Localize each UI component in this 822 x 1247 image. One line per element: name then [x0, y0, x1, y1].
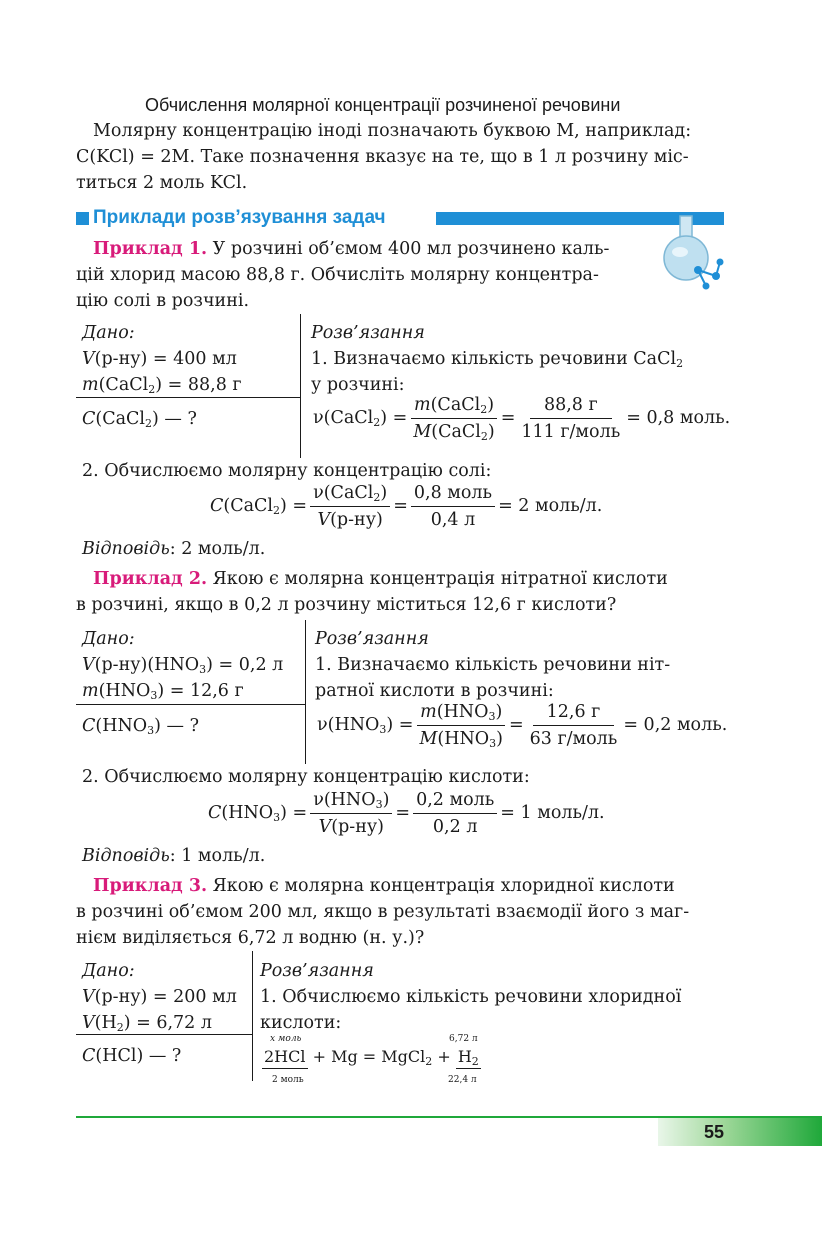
- section-square-icon: [76, 212, 89, 225]
- example-1-text: цію солі в розчині.: [76, 291, 250, 311]
- given-divider-horizontal: [76, 704, 305, 705]
- given-title: Дано:: [82, 323, 135, 343]
- intro-line: титься 2 моль KCl.: [76, 173, 248, 193]
- reaction-annotation: x моль: [270, 1034, 302, 1044]
- intro-line: Молярну концентрацію іноді позначають буквою M, наприклад:: [93, 121, 692, 141]
- solution-title: Розв’язання: [311, 323, 425, 343]
- reaction-annotation: 2 моль: [272, 1075, 304, 1085]
- given-divider-vertical: [252, 951, 253, 1081]
- solution-step: 1. Обчислюємо кількість речовини хлоридної: [260, 987, 682, 1007]
- equation: C(CaCl$_2$) = $\frac{\nu(CaCl_2)}{V(р-ну)}$ = $\frac{\text{0,8 моль}}{0,4 л}$ = 2 моль/л.: [210, 483, 603, 530]
- reaction-equation: 2HCl + Mg = MgCl$_2$ + $H_2$: [264, 1047, 479, 1068]
- example-2-text: в розчині, якщо в 0,2 л розчину міститься 12,6 г кислоти?: [76, 595, 617, 615]
- solution-step: 2. Обчислюємо молярну концентрацію кислоти:: [82, 767, 530, 787]
- given-divider-vertical: [300, 314, 301, 458]
- equation: $C(HNO_3)$ = $\frac{\nu(HNO_3)}{V(р-ну)}$ = $\frac{\text{0,2 моль}}{0,2 л}$ = 1 моль/л.: [208, 790, 605, 837]
- given-divider-vertical: [305, 620, 306, 764]
- equation: $\nu(HNO_3)$ = $\frac{m(HNO_3)}{M(HNO_3)}$ = $\frac{12,6 г}{\text{63 г/моль}}$ = 0,2 моль.: [317, 702, 728, 750]
- flask-icon: [658, 214, 724, 290]
- section-title: Приклади розв’язування задач: [93, 207, 386, 228]
- example-1-label: Приклад 1.: [93, 239, 208, 259]
- intro-paragraph: [76, 118, 724, 196]
- solution-step: кислоти:: [260, 1013, 342, 1033]
- page-number-tab: [658, 1118, 822, 1146]
- example-3-label: Приклад 3.: [93, 876, 208, 896]
- example-3-text: Якою є молярна концентрація хлоридної кислоти: [207, 876, 675, 896]
- example-2-label: Приклад 2.: [93, 569, 208, 589]
- solution-block: [311, 320, 723, 398]
- solution-step: 1. Визначаємо кількість речовини CaCl$_2$: [311, 349, 684, 370]
- answer: Відповідь: 2 моль/л.: [82, 539, 266, 559]
- example-1-statement: [76, 236, 652, 314]
- given-block: [82, 626, 283, 704]
- find-item: $C(HNO_3)$ — ?: [82, 716, 199, 737]
- reaction-annotation: 6,72 л: [449, 1034, 478, 1044]
- example-2-statement: [76, 566, 724, 618]
- solution-step: 2. Обчислюємо молярну концентрацію солі:: [82, 461, 492, 481]
- find-item: C(HCl) — ?: [82, 1046, 182, 1066]
- answer: Відповідь: 1 моль/л.: [82, 846, 266, 866]
- example-3-text: в розчині об’ємом 200 мл, якщо в результаті взаємодії його з маг-: [76, 902, 690, 922]
- given-item: V(р-ну) = 200 мл: [82, 987, 237, 1007]
- example-2-text: Якою є молярна концентрація нітратної кислоти: [207, 569, 668, 589]
- find-item: C(CaCl$_2$) — ?: [82, 409, 197, 430]
- given-item: m(CaCl$_2$) = 88,8 г: [82, 375, 242, 396]
- intro-line: C(KCl) = 2M. Таке позначення вказує на те, що в 1 л розчину міс-: [76, 147, 689, 167]
- example-1-text: цій хлорид масою 88,8 г. Обчисліть молярну концентра-: [76, 265, 599, 285]
- given-item: $V(р-ну)(HNO_3) = 0,2$ л: [82, 655, 284, 676]
- solution-block: [315, 626, 723, 704]
- page-number: 55: [704, 1122, 725, 1142]
- given-item: $V(H_2) = 6,72$ л: [82, 1013, 212, 1034]
- example-1-text: У розчині об’ємом 400 мл розчинено каль-: [207, 239, 610, 259]
- solution-block: [260, 958, 723, 1036]
- example-3-statement: [76, 873, 724, 951]
- reaction-annotation: 22,4 л: [448, 1075, 477, 1085]
- solution-title: Розв’язання: [315, 629, 429, 649]
- given-title: Дано:: [82, 961, 135, 981]
- given-item: V(р-ну) = 400 мл: [82, 349, 237, 369]
- solution-title: Розв’язання: [260, 961, 374, 981]
- given-title: Дано:: [82, 629, 135, 649]
- example-3-text: нієм виділяється 6,72 л водню (н. у.)?: [76, 928, 425, 948]
- subsection-heading: Обчислення молярної концентрації розчиненої речовини: [145, 95, 621, 115]
- given-block: [82, 958, 237, 1036]
- solution-step: 1. Визначаємо кількість речовини ніт-: [315, 655, 671, 675]
- solution-step: ратної кислоти в розчині:: [315, 681, 554, 701]
- solution-step: у розчині:: [311, 375, 405, 395]
- given-item: $m(HNO_3) = 12,6$ г: [82, 681, 244, 702]
- given-block: [82, 320, 242, 398]
- equation: ν(CaCl$_2$) = $\frac{m(CaCl_2)}{M(CaCl_2)}$ = $\frac{88,8 г}{\text{111 г/моль}}$ = 0,8 моль.: [313, 395, 731, 443]
